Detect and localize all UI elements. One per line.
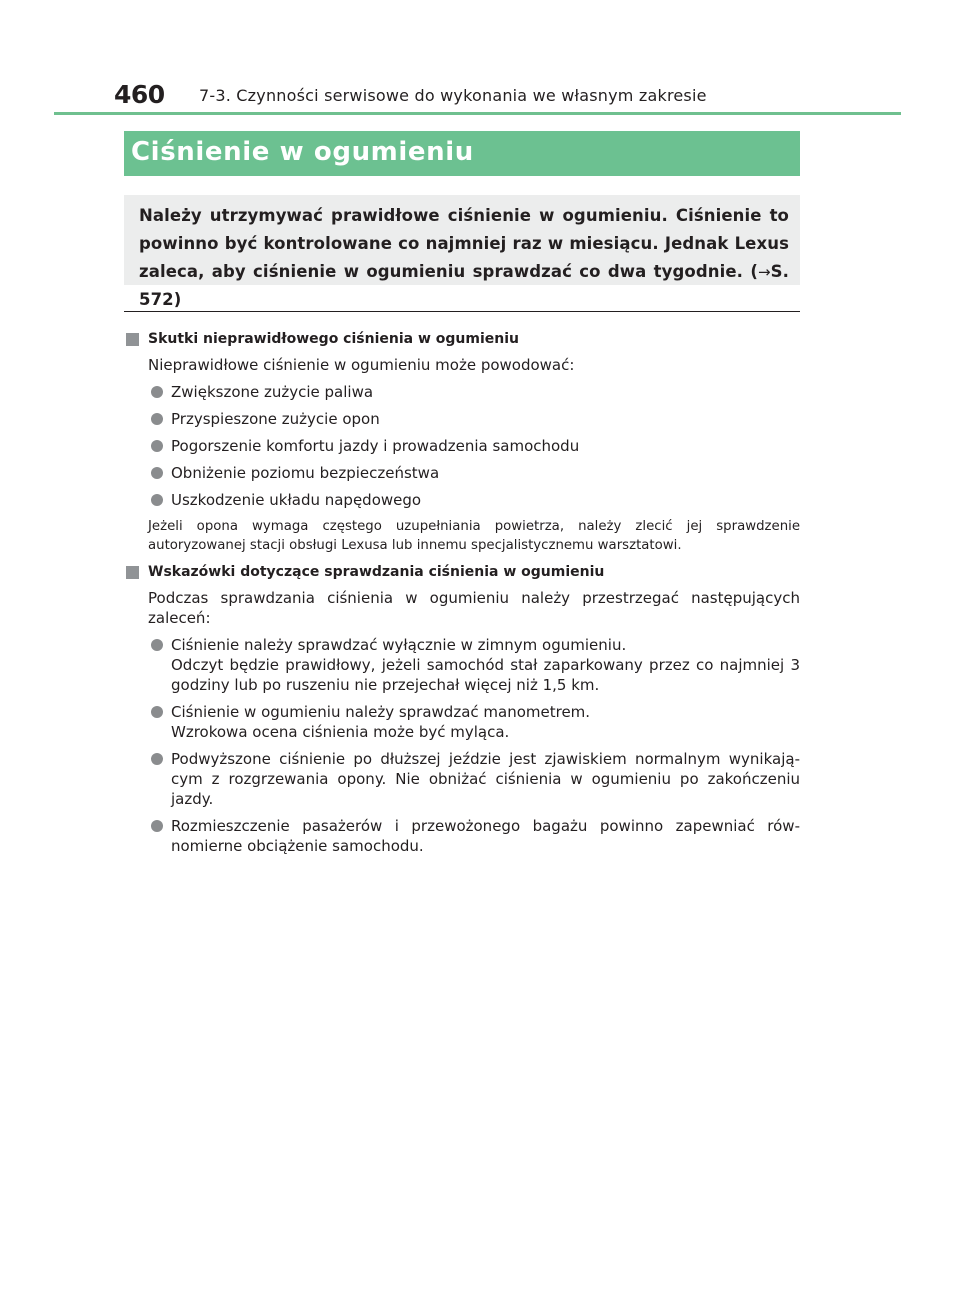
circle-bullet-icon: [151, 820, 163, 832]
list-item: [124, 382, 800, 402]
list-item-text: Ciśnienie w ogumieniu należy sprawdzać manometrem.: [171, 703, 591, 721]
section-heading-text: Skutki nieprawidłowego ciśnienia w ogumieniu: [148, 331, 519, 347]
square-bullet-icon: [126, 566, 139, 579]
intro-text: [139, 202, 789, 314]
list-item: [124, 409, 800, 429]
circle-bullet-icon: [151, 413, 163, 425]
section-lead: Podczas sprawdzania ciśnienia w ogumieniu należy przestrzegać następujących zaleceń:: [148, 589, 800, 627]
circle-bullet-icon: [151, 753, 163, 765]
list-item: [124, 436, 800, 456]
list-item: [124, 463, 800, 483]
circle-bullet-icon: [151, 467, 163, 479]
circle-bullet-icon: [151, 706, 163, 718]
circle-bullet-icon: [151, 386, 163, 398]
list-item: [124, 816, 800, 856]
list-item-detail: Wzrokowa ocena ciśnienia może być myląca.: [171, 723, 510, 741]
arrow-icon: →: [757, 263, 771, 281]
section-heading: [124, 561, 800, 583]
page-reference[interactable]: S. 572): [139, 262, 789, 309]
intro-text-main: Należy utrzymywać prawidłowe ciśnienie w ogumieniu. Ciśnienie to powinno być kontrolowane co najmniej raz w miesiącu. Jednak Lexus zaleca, aby ciśnienie w ogumieniu sprawdzać co dwa tygodnie. (: [139, 206, 789, 281]
square-bullet-icon: [126, 333, 139, 346]
list-item-text: Rozmieszczenie pasażerów i przewożonego bagażu powinno zapewniać rów-nomierne obciążenie samochodu.: [171, 817, 800, 855]
page-title: Ciśnienie w ogumieniu: [131, 137, 474, 167]
intro-box: [124, 195, 800, 309]
content: [124, 322, 800, 856]
list-item-text: Obniżenie poziomu bezpieczeństwa: [171, 464, 440, 482]
circle-bullet-icon: [151, 639, 163, 651]
section-lead: Nieprawidłowe ciśnienie w ogumieniu może powodować:: [148, 356, 575, 374]
section-path: 7-3. Czynności serwisowe do wykonania we własnym zakresie: [199, 86, 707, 105]
header-rule: [54, 112, 901, 115]
title-bar: [124, 131, 800, 176]
page-header: [112, 80, 802, 110]
list-item-text: Przyspieszone zużycie opon: [171, 410, 380, 428]
section-heading-text: Wskazówki dotyczące sprawdzania ciśnienia w ogumieniu: [148, 564, 605, 580]
list-item: [124, 635, 800, 695]
page-number: 460: [114, 80, 165, 109]
divider: [124, 311, 800, 312]
list-item-text: Pogorszenie komfortu jazdy i prowadzenia samochodu: [171, 437, 580, 455]
list-item-detail: Odczyt będzie prawidłowy, jeżeli samochód stał zaparkowany przez co najmniej 3 godziny lub po ruszeniu nie przejechał więcej niż 1,5 km.: [171, 656, 800, 694]
section-heading: [124, 328, 800, 350]
list-item: [124, 490, 800, 510]
list-item-text: Uszkodzenie układu napędowego: [171, 491, 422, 509]
circle-bullet-icon: [151, 440, 163, 452]
list-item-text: Ciśnienie należy sprawdzać wyłącznie w zimnym ogumieniu.: [171, 636, 627, 654]
list-item: [124, 749, 800, 809]
circle-bullet-icon: [151, 494, 163, 506]
list-item: [124, 702, 800, 742]
section-note: Jeżeli opona wymaga częstego uzupełniania powietrza, należy zlecić jej sprawdzenie autoryzowanej stacji obsługi Lexusa lub innemu specjalistycznemu warsztatowi.: [148, 519, 800, 553]
list-item-text: Zwiększone zużycie paliwa: [171, 383, 374, 401]
list-item-text: Podwyższone ciśnienie po dłuższej jeździe jest zjawiskiem normalnym wynikają-cym z rozgrzewania opony. Nie obniżać ciśnienia w ogumieniu po zakończeniu jazdy.: [171, 750, 800, 808]
